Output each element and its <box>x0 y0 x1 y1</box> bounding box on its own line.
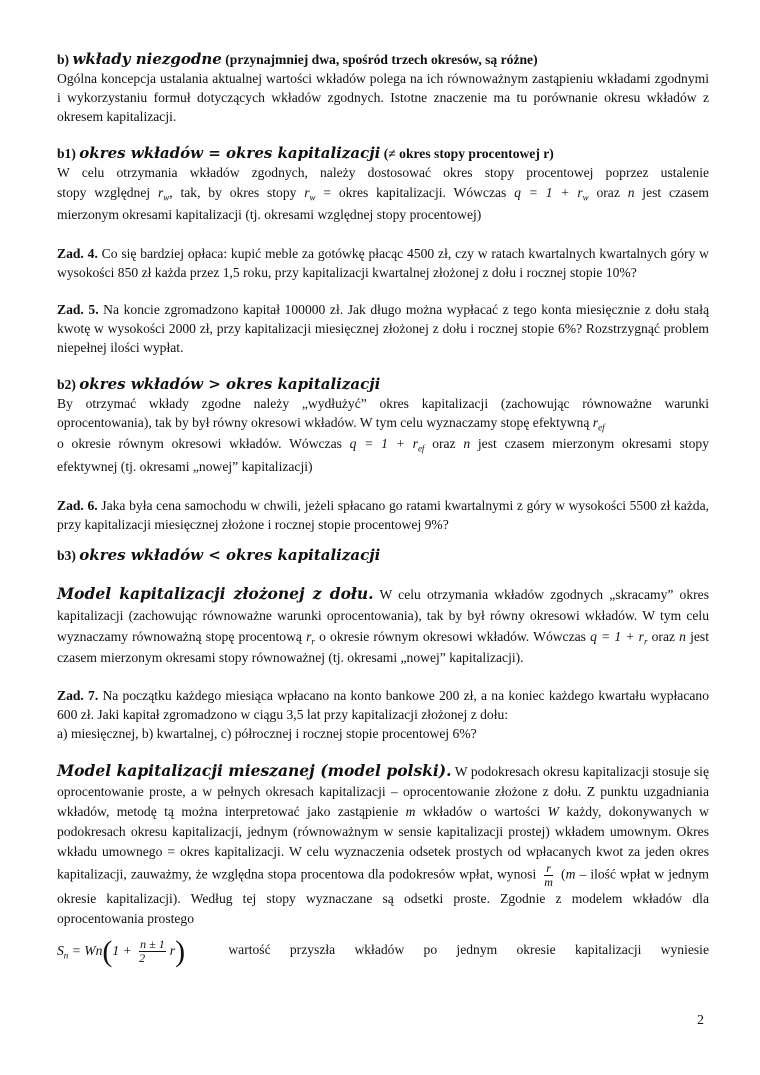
task-7 <box>57 686 709 724</box>
section-b1-prefix: b1) <box>57 146 80 161</box>
formula-Sn: $S_n = Wn(1$ + $\frac{n \pm 1}{2}$ r) <box>57 934 186 968</box>
task-6-label: Zad. 6. <box>57 498 98 513</box>
section-b-subtitle: (przynajmniej dwa, spośród trzech okresów, są różne) <box>221 52 538 67</box>
section-b2-line1: By otrzymać wkłady zgodne należy „wydłużyć” okres kapitalizacji (zachowując równoważne warunki oprocentowania), tak by był równy okresowi wkładów. W tym celu wyznaczamy stopę efektywną $r_{ef}$ <box>57 396 709 433</box>
section-b1-title: okres wkładów = okres kapitalizacji <box>79 144 381 162</box>
model-mixed-title: Model kapitalizacji mieszanej (model polski). <box>57 761 452 780</box>
model-compound-title: Model kapitalizacji złożonej z dołu. <box>57 584 374 603</box>
formula-line-text: wartość przyszła wkładów po jednym okresie kapitalizacji wyniesie <box>228 942 709 957</box>
section-b2-heading <box>57 375 709 394</box>
section-b2-line3: efektywnej (tj. okresami „nowej” kapitalizacji) <box>57 459 313 474</box>
formula-line <box>57 933 709 968</box>
section-b2-prefix: b2) <box>57 377 80 392</box>
formula-q-rw: $q = 1 + r_w$ <box>514 185 589 203</box>
formula-q-rr: $q = 1 + r_r$ <box>590 629 648 647</box>
task-5-label: Zad. 5. <box>57 302 99 317</box>
section-b2-line2: o okresie równym okresowi wkładów. Wówczas $q = 1 + r_{ef}$ oraz n jest czasem mierzonym okresami stopy <box>57 436 709 454</box>
formula-q-ref: $q = 1 + r_{ef}$ <box>349 436 425 454</box>
task-7-label: Zad. 7. <box>57 688 99 703</box>
model-mixed-paragraph: Model kapitalizacji mieszanej (model polski). W podokresach okresu kapitalizacji stosuje się oprocentowanie proste, a w pełnych okresach kapitalizacji – oprocentowanie złożone z dołu. Z punktu uzgadniania wkładów, metodę tą można interpretować jako zastąpienie m wkładów o wartości W każdy, dokonywanych w podokresach okresu kapitalizacji, jednym (równoważnym w sensie kapitalizacji prostej) wkładem umownym. Okres wkładu umownego = okres kapitalizacji. W celu wyznaczenia odsetek prostych od wpłacanych kwot za jeden okres kapitalizacji, zauważmy, że względna stopa procentowa dla podokresów wpłat, wynosi $\frac{r}{m}$ (m – ilość wpłat w jednym okresie kapitalizacji). Według tej stopy wyznaczane są odsetki proste. Zgodnie z modelem wkładów dla oprocentowania prostego <box>57 761 709 926</box>
task-5 <box>57 300 709 357</box>
section-b-title: wkłady niezgodne <box>72 50 222 68</box>
model-compound-paragraph: Model kapitalizacji złożonej z dołu. W celu otrzymania wkładów zgodnych „skracamy” okres kapitalizacji (zachowując równoważne warunki oprocentowania), tak by był równy okresowi wkładów. W tym celu wyznaczamy równoważną stopę procentową $r_r$ o okresie równym okresowi wkładów. Wówczas $q = 1 + r_r$ oraz n jest czasem mierzonym okresami stopy równoważnej (tj. okresami „nowej” kapitalizacji). <box>57 584 710 665</box>
math-n-b3: n <box>679 629 686 644</box>
section-b3-title: okres wkładów < okres kapitalizacji <box>79 546 381 564</box>
fraction-r-over-m: $\frac{r}{m}$ <box>544 861 553 889</box>
section-b1-line2: stopy względnej $r_w$, tak, by okres stopy $r_w$ = okres kapitalizacji. Wówczas $q = 1 + r_w$ oraz n jest czasem <box>57 185 709 203</box>
math-n-b2: n <box>463 436 471 451</box>
task-7-options: a) miesięcznej, b) kwartalnej, c) półrocznej i rocznej stopie procentowej 6%? <box>57 726 477 741</box>
document-page <box>57 50 709 968</box>
section-b3-heading <box>57 546 709 565</box>
page-number: 2 <box>697 1013 704 1028</box>
task-5-text: Na koncie zgromadzono kapitał 100000 zł. Jak długo można wypłacać z tego konta miesięcznie z dołu stałą kwotę w wysokości 2000 zł, przy kapitalizacji miesięcznej złożonej z dołu i rocznej stopie 6%? Rozstrzygnąć problem niepełnej ilości wypłat. <box>57 302 710 355</box>
task-6-text: Jaka była cena samochodu w chwili, jeżeli spłacano go ratami kwartalnymi z góry w wysokości 5500 zł każda, przy kapitalizacji miesięcznej złożone i rocznej stopie procentowej 9%? <box>57 498 710 532</box>
math-rw-2: $r_w$ <box>304 185 316 203</box>
section-b-prefix: b) <box>57 52 73 67</box>
task-4 <box>57 244 709 282</box>
section-b1-line3: mierzonym okresami kapitalizacji (tj. okresami względnej stopy procentowej) <box>57 207 482 222</box>
task-4-label: Zad. 4. <box>57 246 98 261</box>
math-rw: $r_w$ <box>157 185 170 203</box>
task-7-text: Na początku każdego miesiąca wpłacano na konto bankowe 200 zł, a na koniec każdego kwartału wypłacano 600 zł. Jaki kapitał zgromadzono w ciągu 3,5 lat przy kapitalizacji złożonej z dołu: <box>57 688 709 722</box>
task-6 <box>57 496 709 534</box>
section-b-body: Ogólna koncepcja ustalania aktualnej wartości wkładów polega na ich równoważnym zastąpieniu wkładami zgodnymi i wykorzystaniu formuł dotyczących wkładów zgodnych. Istotne znaczenie ma tu porównanie okresu wkładów z okresem kapitalizacji. <box>57 71 709 124</box>
math-n: n <box>627 185 635 200</box>
section-b-heading <box>57 50 709 69</box>
section-b1-heading <box>57 144 709 163</box>
math-ref: $r_{ef}$ <box>592 415 605 433</box>
math-rr: $r_r$ <box>306 629 315 647</box>
section-b1-subtitle: (≠ okres stopy procentowej r) <box>380 146 554 161</box>
section-b2-title: okres wkładów > okres kapitalizacji <box>79 375 381 393</box>
section-b3-prefix: b3) <box>57 548 80 563</box>
task-4-text: Co się bardziej opłaca: kupić meble za gotówkę płacąc 4500 zł, czy w ratach kwartalnych kwartalnych góry w wysokości 850 zł każda przez 1,5 roku, przy kapitalizacji kwartalnej złożonej z dołu i rocznej stopie 10%? <box>57 246 709 280</box>
section-b1-line1: W celu otrzymania wkładów zgodnych, należy dostosować okres stopy procentowej poprzez ustalenie <box>57 165 709 180</box>
